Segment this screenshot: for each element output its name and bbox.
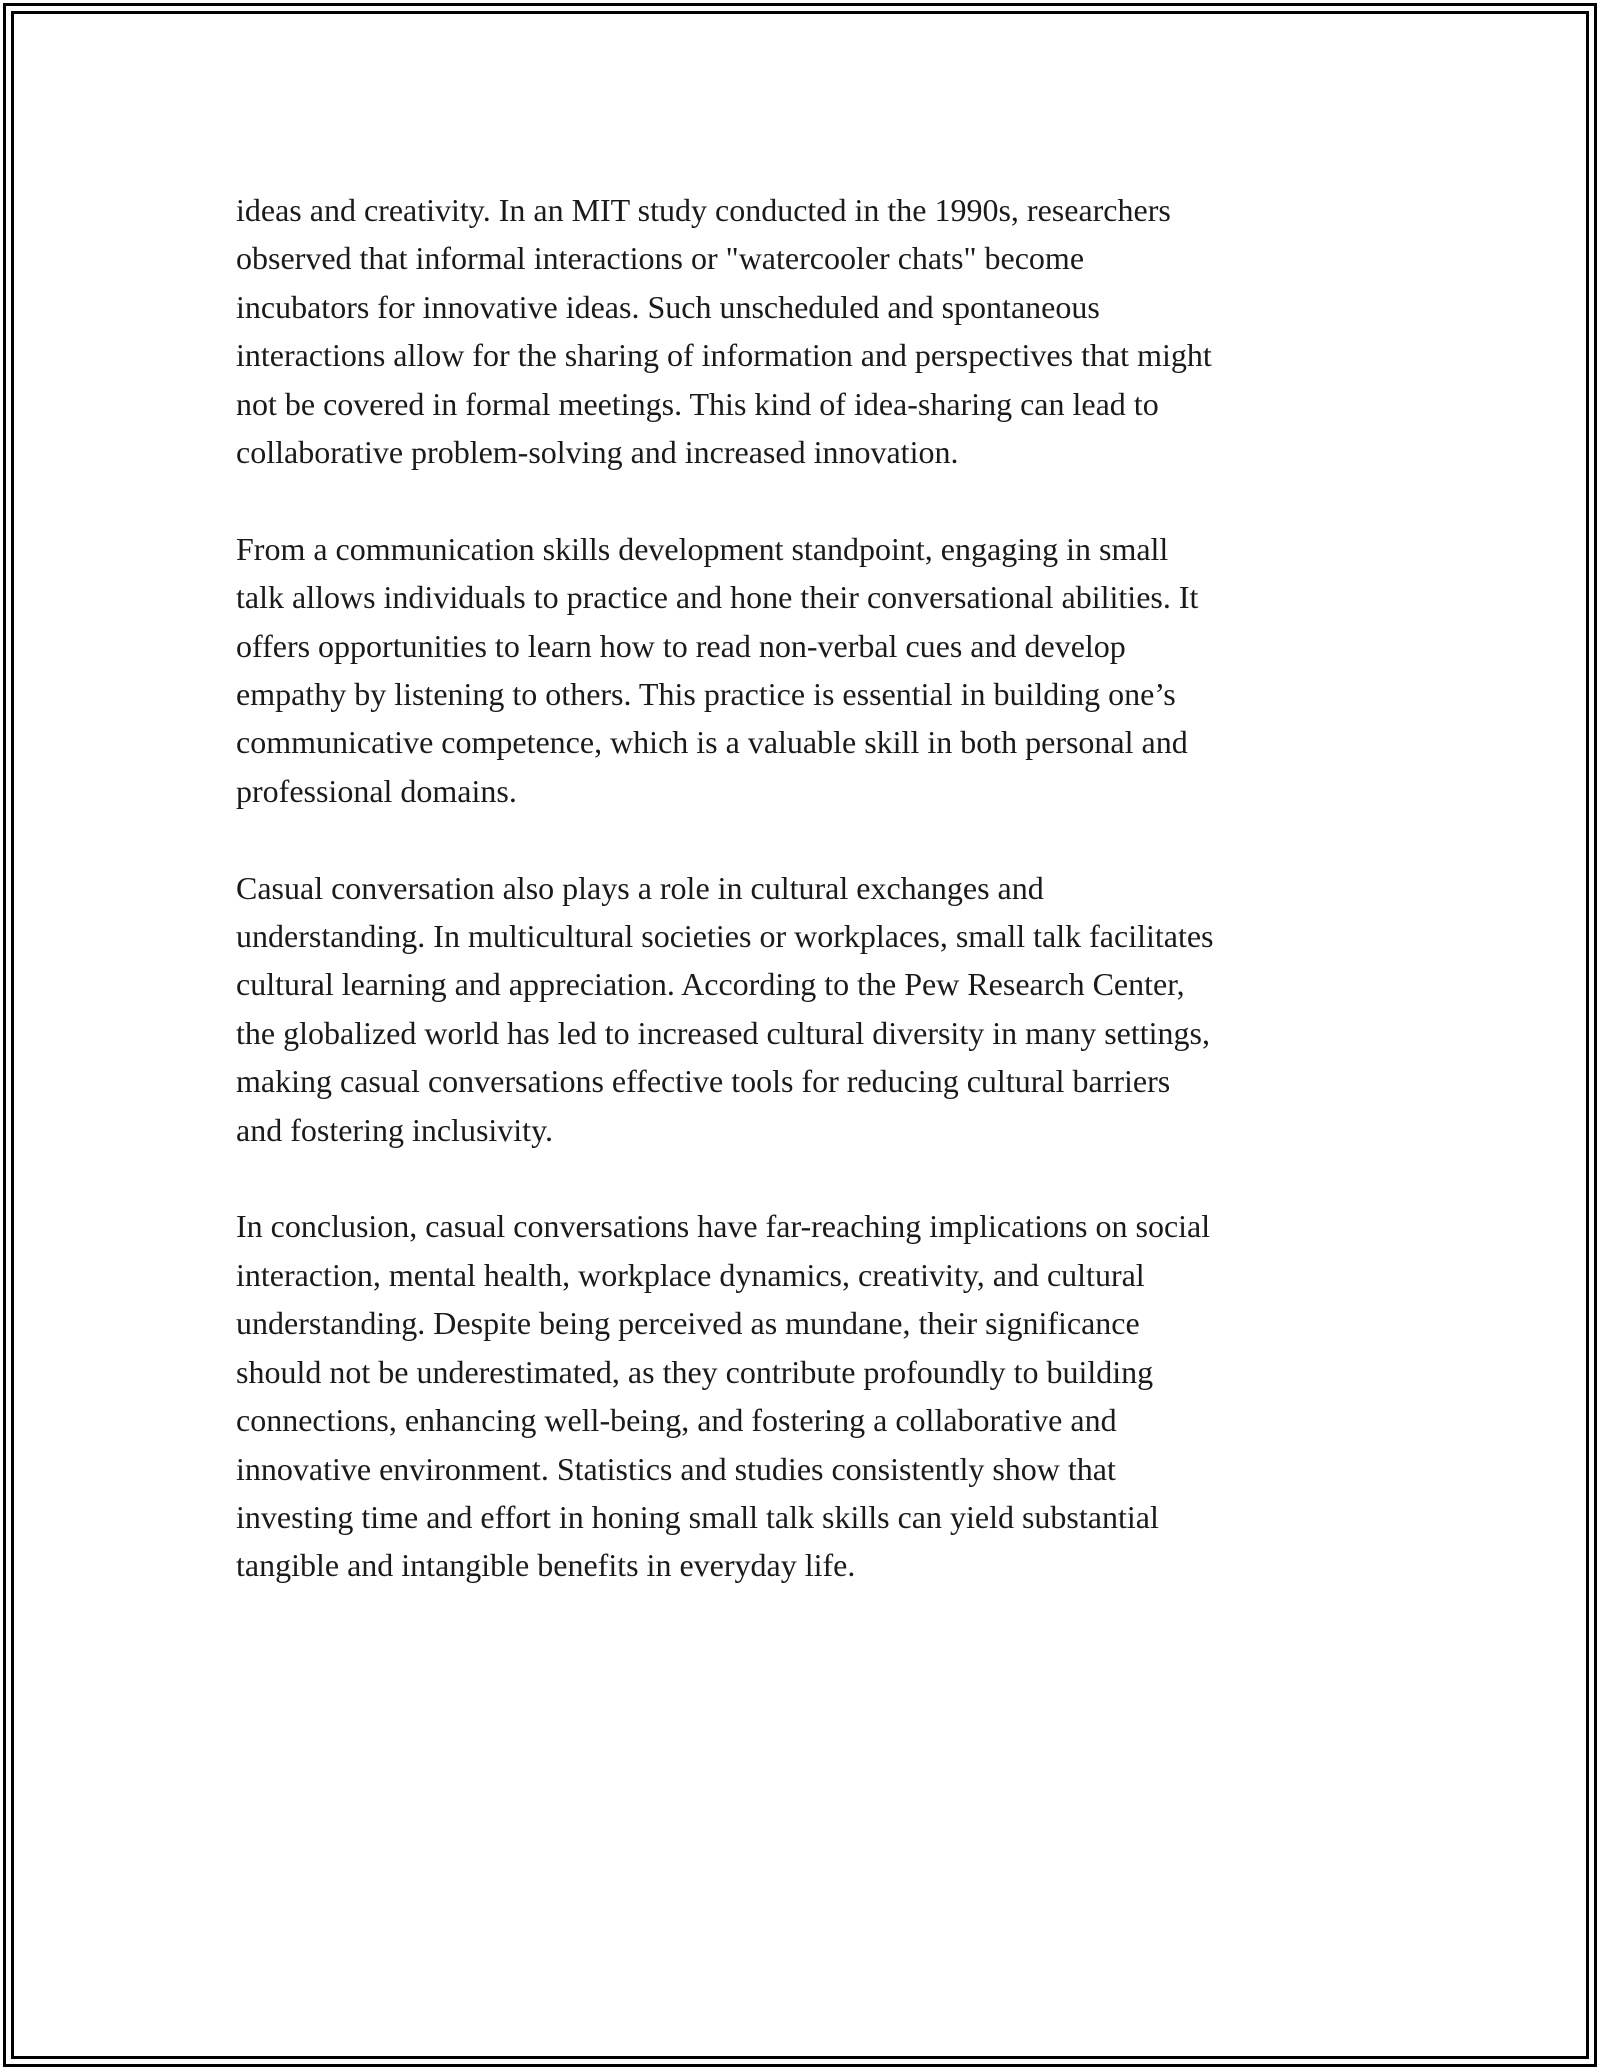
paragraph-communication-skills: From a communication skills development standpoint, engaging in small talk allows individuals to practice and hone their conversational abilities. It offers opportunities to learn how to read non-verbal cues and develop empathy by listening to others. This practice is essential in building one’s communicative competence, which is a valuable skill in both personal and professional domains. bbox=[236, 530, 1199, 809]
paragraph-ideas-creativity: ideas and creativity. In an MIT study conducted in the 1990s, researchers observed that informal interactions or "watercooler chats" become incubators for innovative ideas. Such unscheduled and spontaneous interactions allow for the sharing of information and perspectives that might not be covered in formal meetings. This kind of idea-sharing can lead to collaborative problem-solving and increased innovation. bbox=[236, 192, 1212, 471]
paragraph-cultural-exchanges: Casual conversation also plays a role in cultural exchanges and understanding. In multicultural societies or workplaces, small talk facilitates cultural learning and appreciation. According to the Pew Research Center, the globalized world has led to increased cultural diversity in many settings, making casual conversations effective tools for reducing cultural barriers and fostering inclusivity. bbox=[236, 869, 1214, 1148]
paragraph-conclusion: In conclusion, casual conversations have far-reaching implications on social interaction, mental health, workplace dynamics, creativity, and cultural understanding. Despite being perceived as mundane, their significance should not be underestimated, as they contribute profoundly to building connections, enhancing well-being, and fostering a collaborative and innovative environment. Statistics and studies consistently show that investing time and effort in honing small talk skills can yield substantial tangible and intangible benefits in everyday life. bbox=[236, 1208, 1211, 1584]
document-body bbox=[236, 186, 1366, 1638]
